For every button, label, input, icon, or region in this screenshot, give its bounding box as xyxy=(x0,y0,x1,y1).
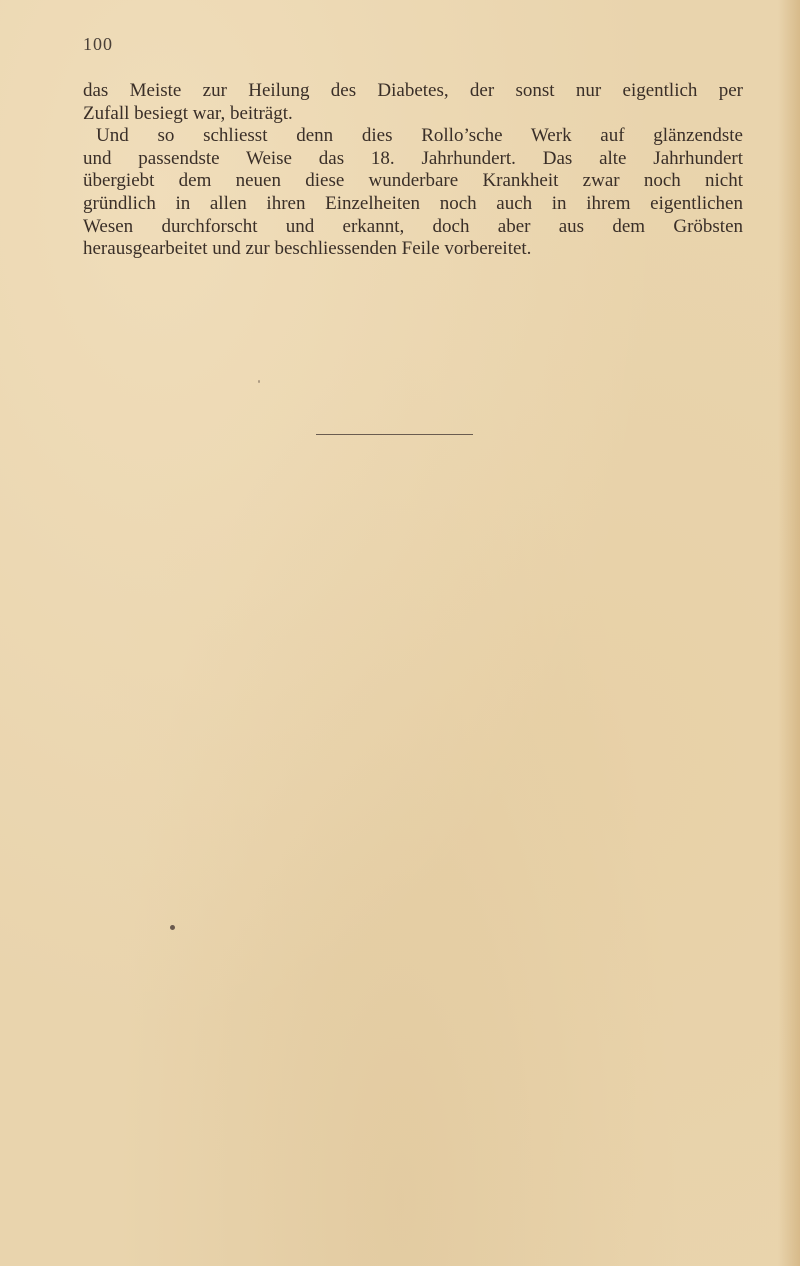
page-number: 100 xyxy=(83,34,113,54)
text-line: gründlich in allen ihren Einzelheiten noch auch in ihrem eigentlichen xyxy=(83,192,743,214)
text-line: übergiebt dem neuen diese wunderbare Krankheit zwar noch nicht xyxy=(83,170,743,192)
text-line: herausgearbeitet und zur beschliessenden Feile vorbereitet. xyxy=(83,238,532,260)
text-line: und passendste Weise das 18. Jahrhundert. Das alte Jahrhundert xyxy=(83,147,743,169)
text-line: Zufall besiegt war, beiträgt. xyxy=(83,102,293,124)
text-line: Wesen durchforscht und erkannt, doch aber aus dem Gröbsten xyxy=(83,215,743,237)
text-line: Und so schliesst denn dies Rollo’sche Werk auf glänzendste xyxy=(96,125,743,147)
ink-speck xyxy=(258,380,260,383)
body-text xyxy=(83,80,743,261)
text-line: das Meiste zur Heilung des Diabetes, der sonst nur eigentlich per xyxy=(83,80,743,101)
page-edge-shadow xyxy=(778,0,800,1266)
section-divider-rule xyxy=(316,434,473,435)
ink-speck xyxy=(170,925,175,930)
